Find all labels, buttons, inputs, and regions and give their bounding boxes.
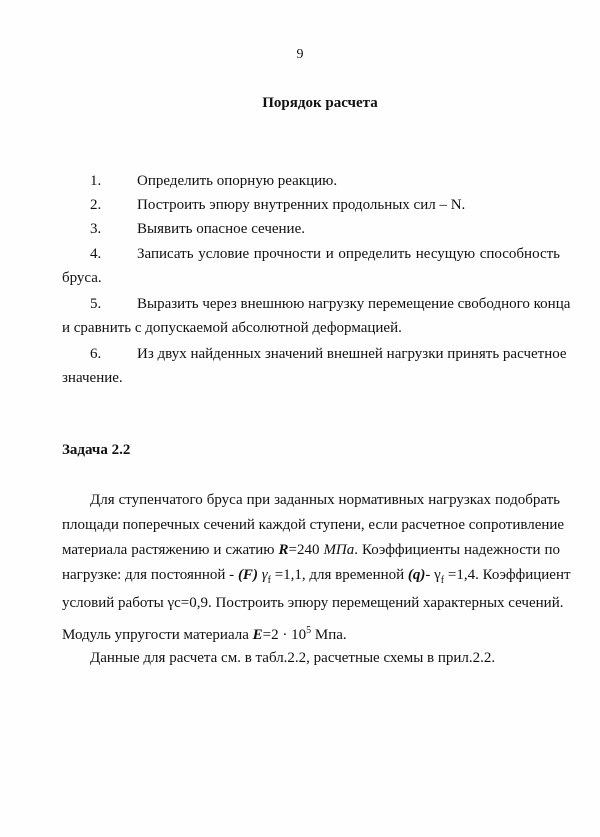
list-text: Выразить через внешнюю нагрузку перемещение свободного конца <box>137 296 571 312</box>
list-item-continuation: значение. <box>62 370 123 386</box>
text-run: =1,1, для временной <box>270 567 408 583</box>
list-item <box>62 172 560 190</box>
list-text: Выявить опасное сечение. <box>137 221 305 237</box>
text-run: материала растяжению и сжатию <box>62 542 279 558</box>
symbol-R: R <box>278 542 289 558</box>
paragraph-line <box>62 622 560 644</box>
subscript-f: f <box>440 575 445 586</box>
list-number: 6. <box>90 346 102 362</box>
list-item <box>62 220 560 238</box>
paragraph-line: условий работы γc=0,9. Построить эпюру перемещений характерных сечений. <box>62 595 564 611</box>
list-number: 5. <box>90 296 102 312</box>
list-text: Построить эпюру внутренних продольных сил – N. <box>137 197 466 213</box>
section-title: Порядок расчета <box>262 95 378 111</box>
list-item-continuation: бруса. <box>62 270 102 286</box>
list-number: 3. <box>90 221 102 237</box>
paragraph-line: площади поперечных сечений каждой ступени, если расчетное сопротивление <box>62 517 565 533</box>
list-text: Из двух найденных значений внешней нагрузки принять расчетное <box>137 346 567 362</box>
symbol-gamma: γ <box>257 567 268 583</box>
symbol-q: (q) <box>407 567 426 583</box>
list-number: 4. <box>90 246 102 262</box>
list-item <box>62 345 567 363</box>
task-heading: Задача 2.2 <box>62 442 131 458</box>
list-item <box>62 245 560 263</box>
page-number: 9 <box>296 47 304 62</box>
subscript-f: f <box>267 575 271 586</box>
text-run: =2 · 10 <box>262 627 307 643</box>
paragraph-line <box>62 541 560 559</box>
list-text: Определить опорную реакцию. <box>137 173 338 189</box>
symbol-gamma: - γ <box>425 567 441 583</box>
symbol-F: (F) <box>237 567 258 583</box>
list-text: Записать условие прочности и определить несущую способность <box>137 246 560 262</box>
list-item-continuation: и сравнить с допускаемой абсолютной деформацией. <box>62 320 402 336</box>
text-run: Мпа. <box>311 627 347 643</box>
text-run: . Коэффициенты надежности по <box>354 542 560 558</box>
text-run: =240 <box>288 542 324 558</box>
list-item <box>62 196 560 214</box>
list-item <box>62 295 571 313</box>
list-number: 1. <box>90 173 102 189</box>
paragraph-line: Данные для расчета см. в табл.2.2, расчетные схемы в прил.2.2. <box>90 650 496 666</box>
paragraph-line: Для ступенчатого бруса при заданных нормативных нагрузках подобрать <box>90 492 560 508</box>
list-number: 2. <box>90 197 102 213</box>
text-run: =1,4. Коэффициент <box>444 567 571 583</box>
paragraph-line <box>62 566 571 590</box>
text-run: нагрузке: для постоянной - <box>62 567 238 583</box>
text-run: Модуль упругости материала <box>62 627 253 643</box>
unit-mpa: МПа <box>323 542 355 558</box>
exponent: 5 <box>306 625 312 636</box>
symbol-E: E <box>252 627 263 643</box>
